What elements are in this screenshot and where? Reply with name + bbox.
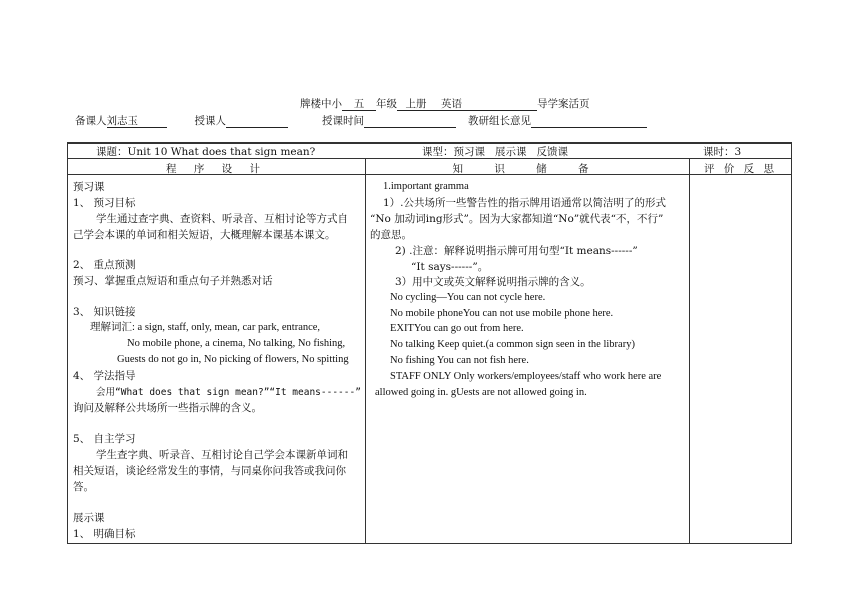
school-name: 牌楼中小 <box>300 98 342 110</box>
grammar-note-1b: “No 加动词ing形式”。因为大家都知道“No”就代表“不，不行” <box>370 213 664 225</box>
heading-key-points: 2、 重点预测 <box>73 259 136 271</box>
preparer-label: 备课人 <box>75 115 107 127</box>
time-label: 授课时间 <box>322 115 364 127</box>
table-border-right <box>791 142 792 544</box>
preview-goal-text-2: 己学会本课的单词和相关短语，大概理解本课基本课文。 <box>73 229 336 241</box>
leader-label: 教研组长意见 <box>468 115 531 127</box>
grade-value: 五 <box>342 97 376 111</box>
subject-blank <box>495 97 537 111</box>
self-study-text-2: 相关短语，谈论经常发生的事情，与同桌你问我答或我问你 <box>73 465 346 477</box>
grammar-note-2b: “It says------”。 <box>411 261 489 273</box>
lesson-topic: 课题：Unit 10 What does that sign mean? <box>96 146 316 158</box>
sign-example-cycling: No cycling—You can not cycle here. <box>390 292 546 303</box>
heading-method: 4、 学法指导 <box>73 370 136 382</box>
subject-value: 英语 <box>435 97 495 111</box>
sign-example-staff-1: STAFF ONLY Only workers/employees/staff who work here are <box>390 371 662 382</box>
heading-knowledge-link: 3、 知识链接 <box>73 306 136 318</box>
teacher-label: 授课人 <box>194 115 226 127</box>
self-study-text-3: 答。 <box>73 481 94 493</box>
table-border-top <box>67 142 792 144</box>
sign-example-mobile: No mobile phoneYou can not use mobile phone here. <box>390 308 614 319</box>
lesson-type: 课型：预习课 展示课 反馈课 <box>422 146 569 158</box>
key-points-text: 预习、掌握重点短语和重点句子并熟悉对话 <box>73 275 273 287</box>
grade-suffix: 年级 <box>376 98 397 110</box>
term-value: 上册 <box>397 97 435 111</box>
column-header-reflection: 评 价 反 思 <box>703 163 777 175</box>
method-text-2: 询问及解释公共场所一些指示牌的含义。 <box>73 402 262 414</box>
vocab-line-2: No mobile phone, a cinema, No talking, No fishing, <box>127 338 346 349</box>
sign-example-talking: No talking Keep quiet.(a common sign seen in the library) <box>390 339 635 350</box>
sign-example-fishing: No fishing You can not fish here. <box>390 355 529 366</box>
method-text-1: 会用“What does that sign mean?”“It means------” <box>96 387 361 398</box>
preview-goal-text-1: 学生通过查字典、查资料、听录音、互相讨论等方式自 <box>96 213 348 225</box>
heading-self-study: 5、 自主学习 <box>73 433 136 445</box>
leader-field[interactable] <box>531 114 647 128</box>
grammar-heading: 1.important gramma <box>383 181 469 192</box>
self-study-text-1: 学生查字典、听录音、互相讨论自己学会本课新单词和 <box>96 449 348 461</box>
heading-clear-goal: 1、 明确目标 <box>73 528 136 540</box>
reflection-area[interactable] <box>690 175 791 543</box>
vocab-line-1: 理解词汇: a sign, staff, only, mean, car park, entrance, <box>90 322 321 333</box>
sign-example-staff-2: allowed going in. gUests are not allowed going in. <box>375 387 587 398</box>
teacher-field[interactable] <box>226 114 288 128</box>
table-col-divider-1 <box>365 158 366 544</box>
sign-example-exit: EXITYou can go out from here. <box>390 323 524 334</box>
grammar-note-1c: 的意思。 <box>370 229 412 241</box>
info-line <box>75 114 647 128</box>
grammar-note-1a: 1）.公共场所一些警告性的指示牌用语通常以简洁明了的形式 <box>383 197 667 209</box>
doc-title: 导学案活页 <box>537 98 590 110</box>
column-header-procedure: 程 序 设 计 <box>165 163 267 175</box>
preparer-value: 刘志玉 <box>107 114 167 128</box>
time-field[interactable] <box>364 114 456 128</box>
vocab-line-3: Guests do not go in, No picking of flowers, No spitting <box>117 354 349 365</box>
grammar-note-3: 3）用中文或英文解释说明指示牌的含义。 <box>395 276 591 288</box>
section-presentation: 展示课 <box>73 512 105 524</box>
section-preview: 预习课 <box>73 181 105 193</box>
heading-preview-goal: 1、 预习目标 <box>73 197 136 209</box>
table-border-bottom <box>67 543 792 544</box>
document-title-line <box>300 97 590 111</box>
grammar-note-2a: 2) .注意：解释说明指示牌可用句型“It means------” <box>395 245 638 257</box>
lesson-hours: 课时：3 <box>703 146 742 158</box>
column-header-knowledge: 知 识 储 备 <box>452 163 603 175</box>
table-border-left <box>67 142 68 544</box>
